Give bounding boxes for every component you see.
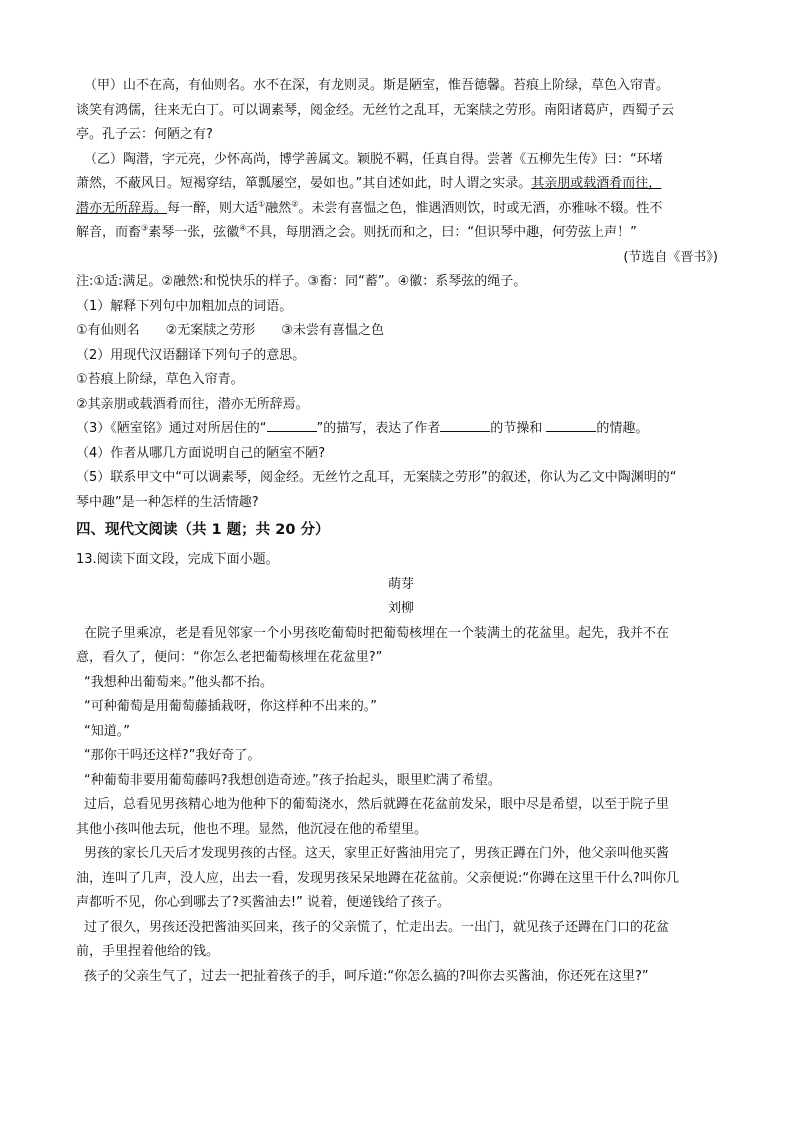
passage-yi-line-3 — [76, 197, 726, 222]
passage-yi-line-2 — [76, 172, 726, 197]
paragraph-7-line-2: 其他小孩叫他去玩，他也不理。显然，他沉浸在他的希望里。 — [76, 821, 428, 837]
footnote-marker: ③ — [141, 223, 149, 233]
underlined-sentence-end: 潜亦无所辞焉。 — [76, 200, 168, 216]
paragraph-10: 孩子的父亲生气了，过去一把扯着孩子的手，呵斥道:“你怎么搞的?叫你去买酱油，你还死在这里?” — [84, 968, 649, 984]
question-5-line-1: （5）联系甲文中“可以调素琴，阅金经。无丝竹之乱耳，无案牍之劳形”的叙述，你认为乙文中陶渊明的“ — [76, 470, 677, 485]
passage-jia-line-3: 亭。孔子云：何陋之有? — [76, 127, 213, 142]
underlined-sentence: 其亲朋或载酒肴而往， — [531, 176, 662, 191]
footnote-marker: ④ — [239, 223, 247, 233]
passage-yi-text: 解音，而畜 — [76, 225, 142, 240]
question-3-text: 的节操和 — [490, 421, 547, 436]
passage-yi-text: 。未尝有喜愠之色，惟遇酒则饮，时或无酒，亦雅咏不辍。性不 — [298, 200, 663, 216]
question-2-item-b: ②其亲朋或载酒肴而往，潜亦无所辞焉。 — [76, 396, 309, 412]
question-3-text: ”的描写，表达了作者 — [316, 421, 441, 436]
passage-yi-text: 不具，每朋酒之会。则抚而和之，曰：“但识琴中趣，何劳弦上声！” — [246, 225, 637, 240]
dialogue-line: “我想种出葡萄来。”他头都不抬。 — [84, 674, 273, 690]
paragraph-8-line-3: 声都听不见，你心到哪去了?买酱油去!” 说着，便递钱给了孩子。 — [76, 895, 450, 910]
dialogue-line: “知道。” — [84, 723, 130, 739]
question-5-line-2: 琴中趣”是一种怎样的生活情趣? — [76, 494, 259, 510]
answer-blank[interactable] — [440, 419, 490, 432]
passage-yi-text: 每一醉，则大适 — [167, 200, 259, 216]
question-3 — [76, 417, 726, 442]
footnote-marker: ① — [258, 199, 266, 209]
question-3-text: （3）《陋室铭》通过对所居住的“ — [76, 421, 267, 436]
paragraph-8-line-2: 油，连叫了几声，没人应，出去一看，发现男孩呆呆地蹲在花盆前。父亲便说:“你蹲在这里干什么?叫你几 — [76, 870, 680, 886]
article-title: 萌芽 — [387, 576, 414, 592]
document-page — [76, 74, 726, 989]
passage-yi-text: 萧然，不蔽风日。短褐穿结，箪瓢屡空，晏如也。”其自述如此，时人谓之实录。 — [76, 176, 532, 191]
passage-yi-text: 素琴一张，弦徽 — [148, 225, 240, 240]
answer-blank[interactable] — [267, 419, 317, 432]
question-2: （2）用现代汉语翻译下列句子的意思。 — [76, 347, 306, 363]
section-heading: 四、现代文阅读（共 1 题；共 20 分） — [76, 522, 330, 538]
question-3-text: 的情趣。 — [596, 421, 649, 436]
question-2-item-a: ①苔痕上阶绿，草色入帘青。 — [76, 372, 244, 387]
passage-jia-line-2: 谈笑有鸿儒，往来无白丁。可以调素琴，阅金经。无丝竹之乱耳，无案牍之劳形。南阳诸葛庐，西蜀子云 — [76, 102, 675, 118]
paragraph-1-line-1: 在院子里乘凉，老是看见邻家一个小男孩吃葡萄时把葡萄核埋在一个装满土的花盆里。起先，我并不在 — [84, 625, 670, 641]
question-1-items: ①有仙则名 ②无案牍之劳形 ③未尝有喜愠之色 — [76, 323, 384, 338]
passage-jia-line-1: （甲）山不在高，有仙则名。水不在深，有龙则灵。斯是陋室，惟吾德馨。苔痕上阶绿，草色入帘青。 — [84, 78, 670, 93]
source-citation: (节选自《晋书》) — [623, 249, 718, 265]
dialogue-line: “可种葡萄是用葡萄藤插栽呀，你这样种不出来的。” — [84, 699, 377, 714]
article-author: 刘柳 — [387, 601, 414, 616]
passage-yi-line-4 — [76, 221, 726, 246]
annotation-notes: 注:①适:满足。②融然:和悦快乐的样子。③畜：同“蓄”。④徽：系琴弦的绳子。 — [76, 274, 527, 289]
paragraph-9-line-2: 前，手里捏着他给的钱。 — [76, 944, 220, 959]
paragraph-1-line-2: 意，看久了，便问：“你怎么老把葡萄核埋在花盆里?” — [76, 650, 383, 665]
question-1: （1）解释下列句中加粗加点的词语。 — [76, 298, 293, 314]
passage-yi-text: 融然 — [265, 200, 292, 216]
footnote-marker: ② — [291, 199, 299, 209]
dialogue-line: “种葡萄非要用葡萄藤吗?我想创造奇迹。”孩子抬起头，眼里贮满了希望。 — [84, 772, 501, 788]
paragraph-9-line-1: 过了很久，男孩还没把酱油买回来，孩子的父亲慌了，忙走出去。一出门，就见孩子还蹲在门口的花盆 — [84, 919, 670, 935]
paragraph-8-line-1: 男孩的家长几天后才发现男孩的古怪。这天，家里正好酱油用完了，男孩正蹲在门外，他父亲叫他买酱 — [84, 846, 670, 861]
paragraph-7-line-1: 过后，总看见男孩精心地为他种下的葡萄浇水，然后就蹲在花盆前发呆，眼中尽是希望，以至于院子里 — [84, 797, 670, 812]
question-4: （4）作者从哪几方面说明自己的陋室不陋? — [76, 445, 326, 461]
dialogue-line: “那你干吗还这样?”我好奇了。 — [84, 748, 261, 763]
answer-blank[interactable] — [546, 419, 596, 432]
passage-yi-line-1: （乙）陶潜，字元亮，少怀高尚，博学善属文。颖脱不羁，任真自得。尝著《五柳先生传》曰：“环堵 — [84, 151, 663, 167]
reading-prompt: 13.阅读下面文段，完成下面小题。 — [76, 552, 279, 567]
